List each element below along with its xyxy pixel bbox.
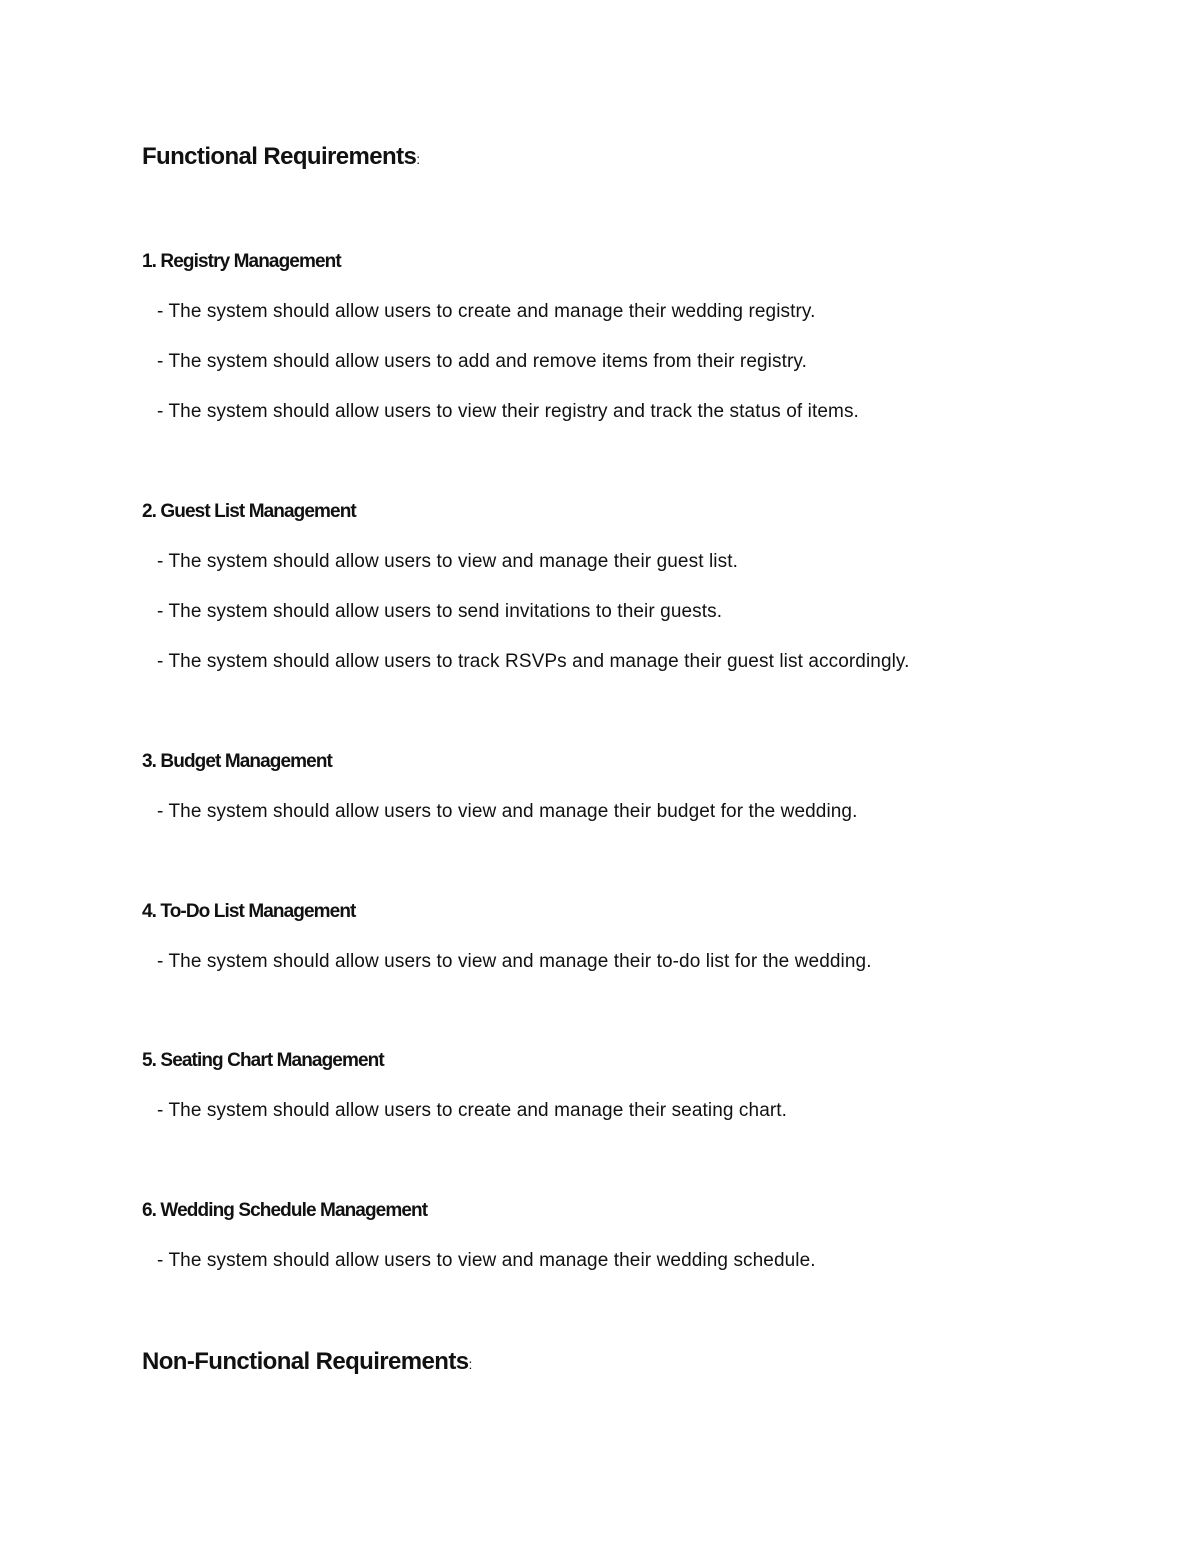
requirement-item: - The system should allow users to view and manage their guest list. <box>157 551 738 572</box>
section-title-budget: 3. Budget Management <box>142 751 332 772</box>
requirement-item: - The system should allow users to add and remove items from their registry. <box>157 351 807 372</box>
non-functional-heading-colon: : <box>468 1356 473 1372</box>
requirement-item: - The system should allow users to view and manage their to-do list for the wedding. <box>157 951 872 972</box>
requirement-item: - The system should allow users to view and manage their budget for the wedding. <box>157 801 858 822</box>
requirement-item: - The system should allow users to view and manage their wedding schedule. <box>157 1250 816 1271</box>
functional-heading-text: Functional Requirements <box>142 143 417 170</box>
requirement-item: - The system should allow users to create and manage their seating chart. <box>157 1100 788 1121</box>
functional-heading-colon: : <box>416 151 421 167</box>
non-functional-heading-text: Non-Functional Requirements <box>142 1348 469 1375</box>
requirement-item: - The system should allow users to send invitations to their guests. <box>157 601 723 622</box>
non-functional-requirements-heading <box>142 1347 472 1379</box>
section-title-registry: 1. Registry Management <box>142 251 341 272</box>
requirement-item: - The system should allow users to view their registry and track the status of items. <box>157 401 859 422</box>
requirement-item: - The system should allow users to create and manage their wedding registry. <box>157 301 816 322</box>
section-title-todo: 4. To-Do List Management <box>142 901 356 922</box>
section-title-schedule: 6. Wedding Schedule Management <box>142 1200 428 1221</box>
requirement-item: - The system should allow users to track RSVPs and manage their guest list accordingly. <box>157 651 910 672</box>
functional-requirements-heading <box>142 142 420 174</box>
section-title-seating: 5. Seating Chart Management <box>142 1050 384 1071</box>
section-title-guest-list: 2. Guest List Management <box>142 501 356 522</box>
